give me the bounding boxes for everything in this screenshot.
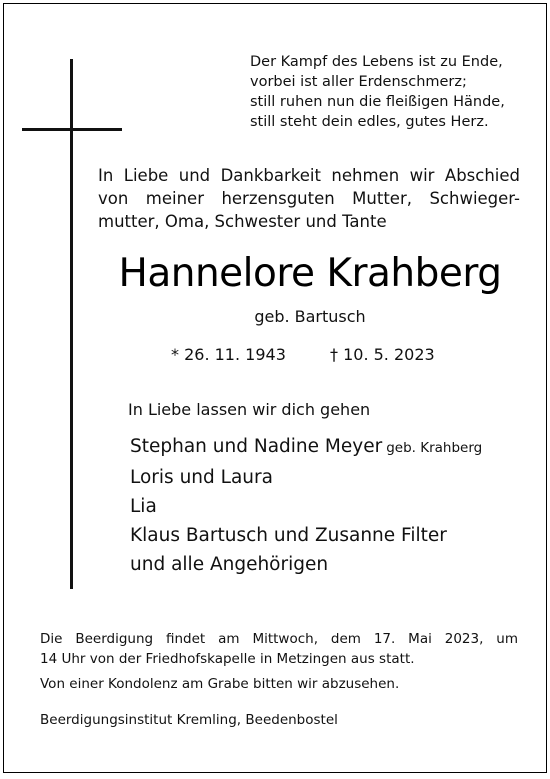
obituary-notice [3, 3, 547, 773]
funeral-info [40, 629, 518, 694]
poem [250, 52, 505, 132]
intro-line: von meiner herzensguten Mutter, Schwieger- [98, 189, 520, 208]
mourner-names: Lia [130, 496, 157, 517]
cross-icon-bar [22, 128, 122, 131]
mourner-row [130, 492, 482, 521]
maiden-name: geb. Bartusch [254, 307, 366, 326]
intro-line: mutter, Oma, Schwester und Tante [98, 212, 387, 231]
mourner-row [130, 432, 482, 463]
mourner-names: und alle Angehörigen [130, 554, 329, 575]
mourner-names: Klaus Bartusch und Zusanne Filter [130, 525, 447, 546]
condolence-note: Von einer Kondolenz am Grabe bitten wir abzusehen. [40, 676, 400, 692]
funeral-line: 14 Uhr von der Friedhofskapelle in Metzingen aus statt. [40, 651, 415, 667]
undertaker: Beerdigungsinstitut Kremling, Beedenbostel [40, 712, 338, 728]
mourner-names: Loris und Laura [130, 467, 273, 488]
mourners-list [130, 432, 482, 579]
intro-line: In Liebe und Dankbarkeit nehmen wir Abschied [98, 166, 520, 185]
mourner-names: Stephan und Nadine Meyer [130, 436, 383, 457]
cross-icon [70, 59, 73, 589]
poem-line: Der Kampf des Lebens ist zu Ende, [250, 54, 503, 70]
poem-line: still steht dein edles, gutes Herz. [250, 114, 489, 130]
mourner-row [130, 521, 482, 550]
farewell-line: In Liebe lassen wir dich gehen [128, 400, 371, 419]
poem-line: vorbei ist aller Erdenschmerz; [250, 74, 467, 90]
intro-text [98, 164, 520, 233]
mourner-row [130, 550, 482, 579]
funeral-line: Die Beerdigung findet am Mittwoch, dem 17. Mai 2023, um [40, 631, 518, 647]
deceased-name: Hannelore Krahberg [118, 251, 502, 296]
birth-date: * 26. 11. 1943 [171, 345, 286, 364]
poem-line: still ruhen nun die fleißigen Hände, [250, 94, 505, 110]
mourner-row [130, 463, 482, 492]
mourner-note: geb. Krahberg [386, 440, 483, 456]
death-date: † 10. 5. 2023 [330, 345, 435, 364]
